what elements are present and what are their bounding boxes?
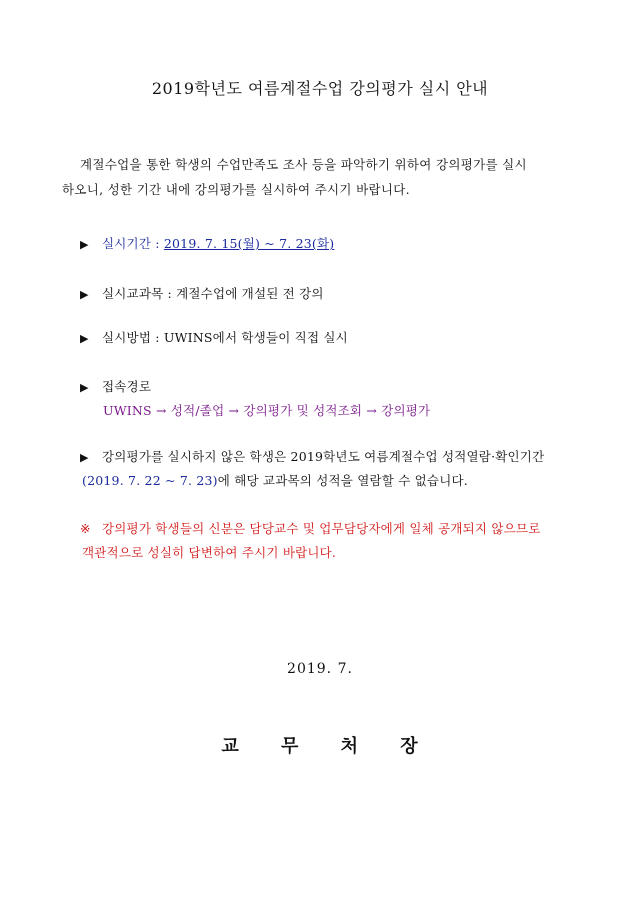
access-path: UWINS → 성적/졸업 → 강의평가 및 성적조회 → 강의평가 [103, 403, 431, 418]
intro-line-2: 하오니, 성한 기간 내에 강의평가를 실시하여 주시기 바랍니다. [62, 182, 410, 197]
period-value: 2019. 7. 15(월) ~ 7. 23(화) [163, 236, 335, 251]
bullet-arrow-icon: ▶ [80, 288, 89, 301]
intro-line-1: 계절수업을 통한 학생의 수업만족도 조사 등을 파악하기 위하여 강의평가를 실시 [80, 157, 527, 172]
page-title: 2019학년도 여름계절수업 강의평가 실시 안내 [151, 79, 489, 98]
notice-line-2 [82, 468, 468, 493]
bullet-arrow-icon: ▶ [80, 332, 89, 345]
issue-date: 2019. 7. [287, 661, 353, 677]
access-label: 접속경로 [102, 379, 152, 394]
item-courses [80, 281, 324, 307]
period-label: 실시기간 : [102, 236, 164, 251]
item-access [80, 374, 151, 400]
item-notice [80, 444, 544, 470]
bullet-arrow-icon: ▶ [80, 381, 89, 394]
courses-text: 실시교과목 : 계절수업에 개설된 전 강의 [102, 286, 324, 301]
warning-text-1: 강의평가 학생들의 신분은 담당교수 및 업무담당자에게 일체 공개되지 않으므로 [102, 521, 541, 536]
warning-line-1 [80, 516, 540, 541]
signer: 교 무 처 장 [221, 736, 419, 757]
method-text: 실시방법 : UWINS에서 학생들이 직접 실시 [102, 330, 348, 345]
notice-line-1: 강의평가를 실시하지 않은 학생은 2019학년도 여름계절수업 성적열람·확인기간 [102, 449, 545, 464]
item-period [80, 231, 334, 257]
reference-mark-icon: ※ [80, 521, 91, 536]
notice-period: (2019. 7. 22 ~ 7. 23) [82, 473, 218, 488]
warning-line-2: 객관적으로 성실히 답변하여 주시기 바랍니다. [82, 545, 337, 560]
intro-paragraph [62, 152, 582, 202]
bullet-arrow-icon: ▶ [80, 451, 89, 464]
item-method [80, 325, 348, 351]
bullet-arrow-icon: ▶ [80, 238, 89, 251]
notice-rest: 에 해당 교과목의 성적을 열람할 수 없습니다. [217, 473, 468, 488]
